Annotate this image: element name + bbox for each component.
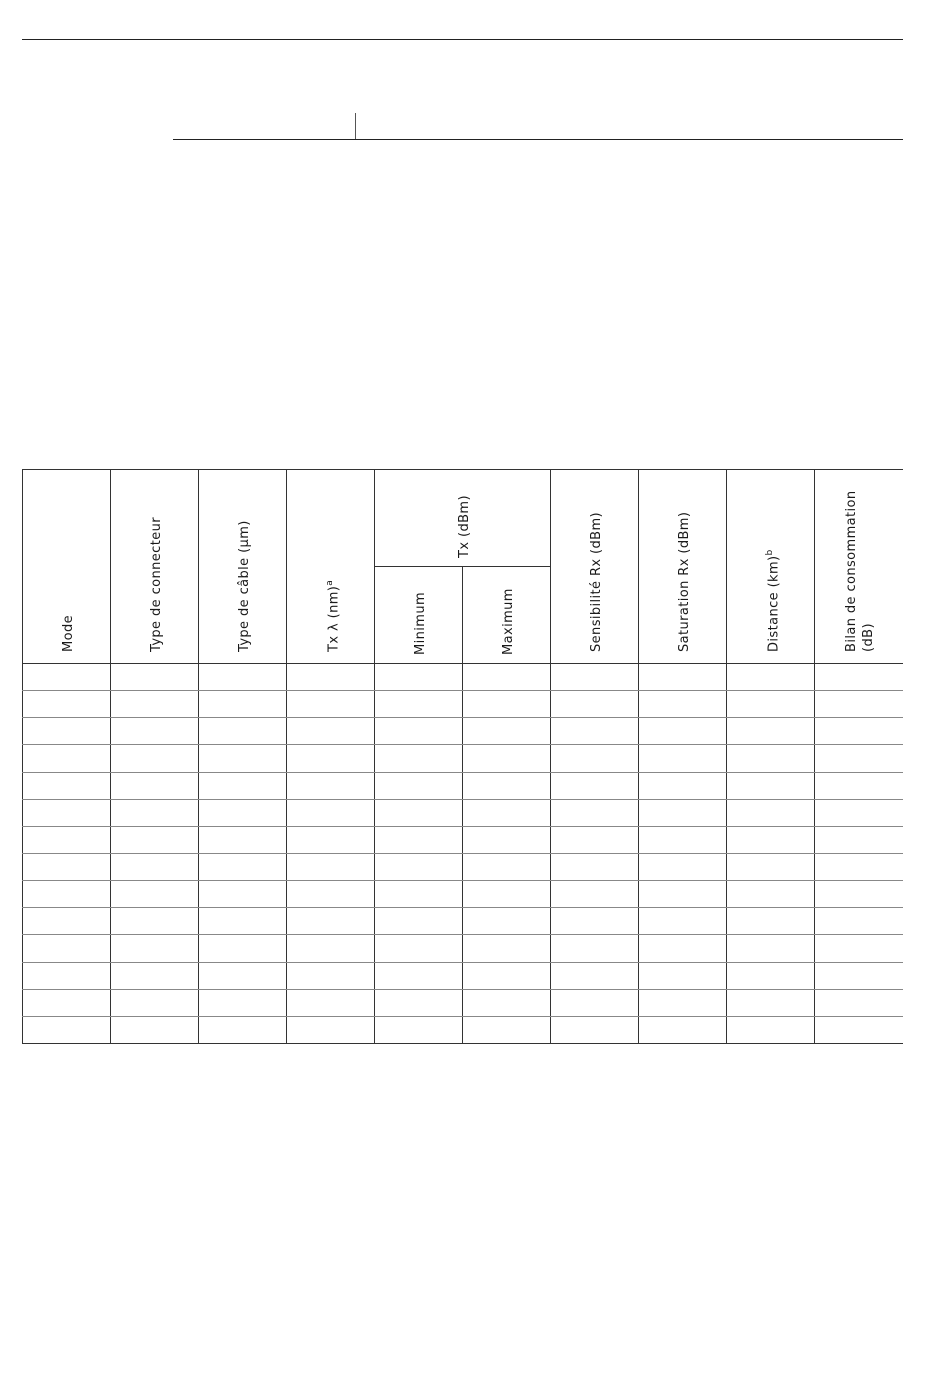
header-cable-type xyxy=(198,469,286,663)
header-power-budget xyxy=(814,469,903,663)
table-cell xyxy=(22,907,110,934)
table-cell xyxy=(374,880,462,907)
table-cell xyxy=(462,717,550,744)
table-cell xyxy=(462,880,550,907)
table-cell xyxy=(22,934,110,961)
section-heading-divider xyxy=(355,113,356,139)
table-cell xyxy=(638,934,726,961)
table-cell xyxy=(638,690,726,717)
table-cell xyxy=(638,880,726,907)
table-cell xyxy=(726,989,814,1016)
header-distance-label xyxy=(765,549,781,652)
header-tx-max-label: Maximum xyxy=(501,588,516,655)
table-cell xyxy=(198,907,286,934)
table-cell xyxy=(726,717,814,744)
header-tx-max xyxy=(462,566,550,663)
table-cell xyxy=(550,880,638,907)
table-cell xyxy=(726,962,814,989)
tx-wavelength-footnote-mark: a xyxy=(325,579,335,586)
table-cell xyxy=(286,717,374,744)
table-cell xyxy=(462,772,550,799)
table-cell xyxy=(462,663,550,690)
page-top-rule xyxy=(22,39,903,40)
section-heading-rule xyxy=(173,139,903,140)
table-cell xyxy=(550,717,638,744)
header-tx-power-group xyxy=(374,469,550,566)
table-cell xyxy=(198,717,286,744)
table-cell xyxy=(726,799,814,826)
table-cell xyxy=(198,826,286,853)
table-cell xyxy=(462,826,550,853)
header-connector-type xyxy=(110,469,198,663)
distance-footnote-mark: b xyxy=(765,549,775,556)
table-cell xyxy=(814,880,903,907)
header-tx-wavelength xyxy=(286,469,374,663)
table-cell xyxy=(286,934,374,961)
table-cell xyxy=(374,962,462,989)
table-cell xyxy=(726,934,814,961)
table-cell xyxy=(22,853,110,880)
header-rx-saturation xyxy=(638,469,726,663)
table-cell xyxy=(198,853,286,880)
tx-wavelength-text: Tx λ (nm) xyxy=(326,585,342,652)
table-cell xyxy=(198,799,286,826)
table-cell xyxy=(638,826,726,853)
table-cell xyxy=(286,907,374,934)
table-cell xyxy=(374,934,462,961)
table-cell xyxy=(638,744,726,771)
header-tx-wavelength-label xyxy=(325,580,341,652)
header-rx-sensitivity xyxy=(550,469,638,663)
table-cell xyxy=(638,772,726,799)
table-cell xyxy=(198,880,286,907)
table-cell xyxy=(198,744,286,771)
table-cell xyxy=(110,853,198,880)
table-cell xyxy=(814,907,903,934)
table-cell xyxy=(550,690,638,717)
header-mode xyxy=(22,469,110,663)
distance-text: Distance (km) xyxy=(766,555,782,652)
table-cell xyxy=(726,663,814,690)
table-cell xyxy=(638,1016,726,1043)
table-cell xyxy=(286,880,374,907)
table-cell xyxy=(110,799,198,826)
table-cell xyxy=(110,744,198,771)
table-cell xyxy=(110,1016,198,1043)
table-cell xyxy=(726,907,814,934)
table-cell xyxy=(374,744,462,771)
table-cell xyxy=(22,690,110,717)
table-cell xyxy=(110,962,198,989)
table-cell xyxy=(638,962,726,989)
header-cable-type-label: Type de câble (µm) xyxy=(237,520,252,652)
table-cell xyxy=(550,744,638,771)
table-cell xyxy=(286,853,374,880)
header-mode-label: Mode xyxy=(61,614,76,652)
table-cell xyxy=(638,989,726,1016)
table-cell xyxy=(462,1016,550,1043)
table-cell xyxy=(550,853,638,880)
table-cell xyxy=(462,907,550,934)
table-cell xyxy=(550,989,638,1016)
table-cell xyxy=(374,690,462,717)
table-cell xyxy=(550,663,638,690)
table-cell xyxy=(286,744,374,771)
table-cell xyxy=(814,934,903,961)
table-cell xyxy=(286,663,374,690)
table-cell xyxy=(374,772,462,799)
header-tx-min-label: Minimum xyxy=(413,591,428,655)
table-cell xyxy=(550,772,638,799)
table-cell xyxy=(374,663,462,690)
table-cell xyxy=(726,744,814,771)
table-cell xyxy=(814,717,903,744)
table-cell xyxy=(814,826,903,853)
table-cell xyxy=(550,1016,638,1043)
table-cell xyxy=(198,962,286,989)
table-cell xyxy=(110,717,198,744)
table-cell xyxy=(726,1016,814,1043)
table-cell xyxy=(22,962,110,989)
table-cell xyxy=(22,772,110,799)
table-cell xyxy=(550,934,638,961)
table-cell xyxy=(286,962,374,989)
table-cell xyxy=(286,772,374,799)
table-cell xyxy=(462,989,550,1016)
header-power-budget-line1: Bilan de consommation xyxy=(844,490,859,652)
table-cell xyxy=(550,907,638,934)
table-cell xyxy=(374,853,462,880)
table-cell xyxy=(726,690,814,717)
header-tx-min xyxy=(374,566,462,663)
table-cell xyxy=(462,934,550,961)
table-cell xyxy=(462,690,550,717)
table-cell xyxy=(110,907,198,934)
table-cell xyxy=(22,1016,110,1043)
table-cell xyxy=(22,717,110,744)
table-cell xyxy=(550,799,638,826)
table-cell xyxy=(110,690,198,717)
header-connector-type-label: Type de connecteur xyxy=(149,517,164,652)
table-cell xyxy=(374,989,462,1016)
table-cell xyxy=(286,826,374,853)
table-cell xyxy=(814,690,903,717)
header-power-budget-line2: (dB) xyxy=(861,623,876,652)
table-cell xyxy=(814,772,903,799)
table-cell xyxy=(726,853,814,880)
header-rx-saturation-label: Saturation Rx (dBm) xyxy=(677,511,692,652)
table-cell xyxy=(22,799,110,826)
table-cell xyxy=(726,880,814,907)
table-cell xyxy=(638,799,726,826)
table-cell xyxy=(286,690,374,717)
header-tx-power-group-label: Tx (dBm) xyxy=(457,495,472,558)
table-cell xyxy=(286,989,374,1016)
table-cell xyxy=(22,880,110,907)
table-cell xyxy=(110,880,198,907)
table-cell xyxy=(286,1016,374,1043)
table-cell xyxy=(462,853,550,880)
table-cell xyxy=(374,1016,462,1043)
table-cell xyxy=(198,663,286,690)
table-cell xyxy=(550,826,638,853)
table-cell xyxy=(726,772,814,799)
table-cell xyxy=(22,663,110,690)
table-cell xyxy=(462,744,550,771)
table-cell xyxy=(814,989,903,1016)
table-cell xyxy=(198,934,286,961)
table-cell xyxy=(374,907,462,934)
table-cell xyxy=(110,989,198,1016)
table-cell xyxy=(814,744,903,771)
table-cell xyxy=(638,717,726,744)
table-cell xyxy=(286,799,374,826)
table-cell xyxy=(22,744,110,771)
table-cell xyxy=(638,853,726,880)
table-cell xyxy=(814,1016,903,1043)
table-cell xyxy=(110,772,198,799)
header-distance xyxy=(726,469,814,663)
table-cell xyxy=(638,907,726,934)
table-cell xyxy=(198,772,286,799)
table-cell xyxy=(110,934,198,961)
table-cell xyxy=(814,853,903,880)
table-cell xyxy=(462,962,550,989)
table-cell xyxy=(198,690,286,717)
table-cell xyxy=(814,799,903,826)
table-cell xyxy=(638,663,726,690)
table-cell xyxy=(462,799,550,826)
table-cell xyxy=(814,663,903,690)
table-cell xyxy=(198,1016,286,1043)
table-cell xyxy=(110,826,198,853)
table-cell xyxy=(374,826,462,853)
table-cell xyxy=(374,717,462,744)
table-cell xyxy=(22,826,110,853)
table-cell xyxy=(550,962,638,989)
spec-table xyxy=(22,469,903,1044)
table-cell xyxy=(22,989,110,1016)
table-cell xyxy=(110,663,198,690)
table-cell xyxy=(198,989,286,1016)
table-cell xyxy=(374,799,462,826)
table-cell xyxy=(814,962,903,989)
header-rx-sensitivity-label: Sensibilité Rx (dBm) xyxy=(589,511,604,652)
table-cell xyxy=(726,826,814,853)
